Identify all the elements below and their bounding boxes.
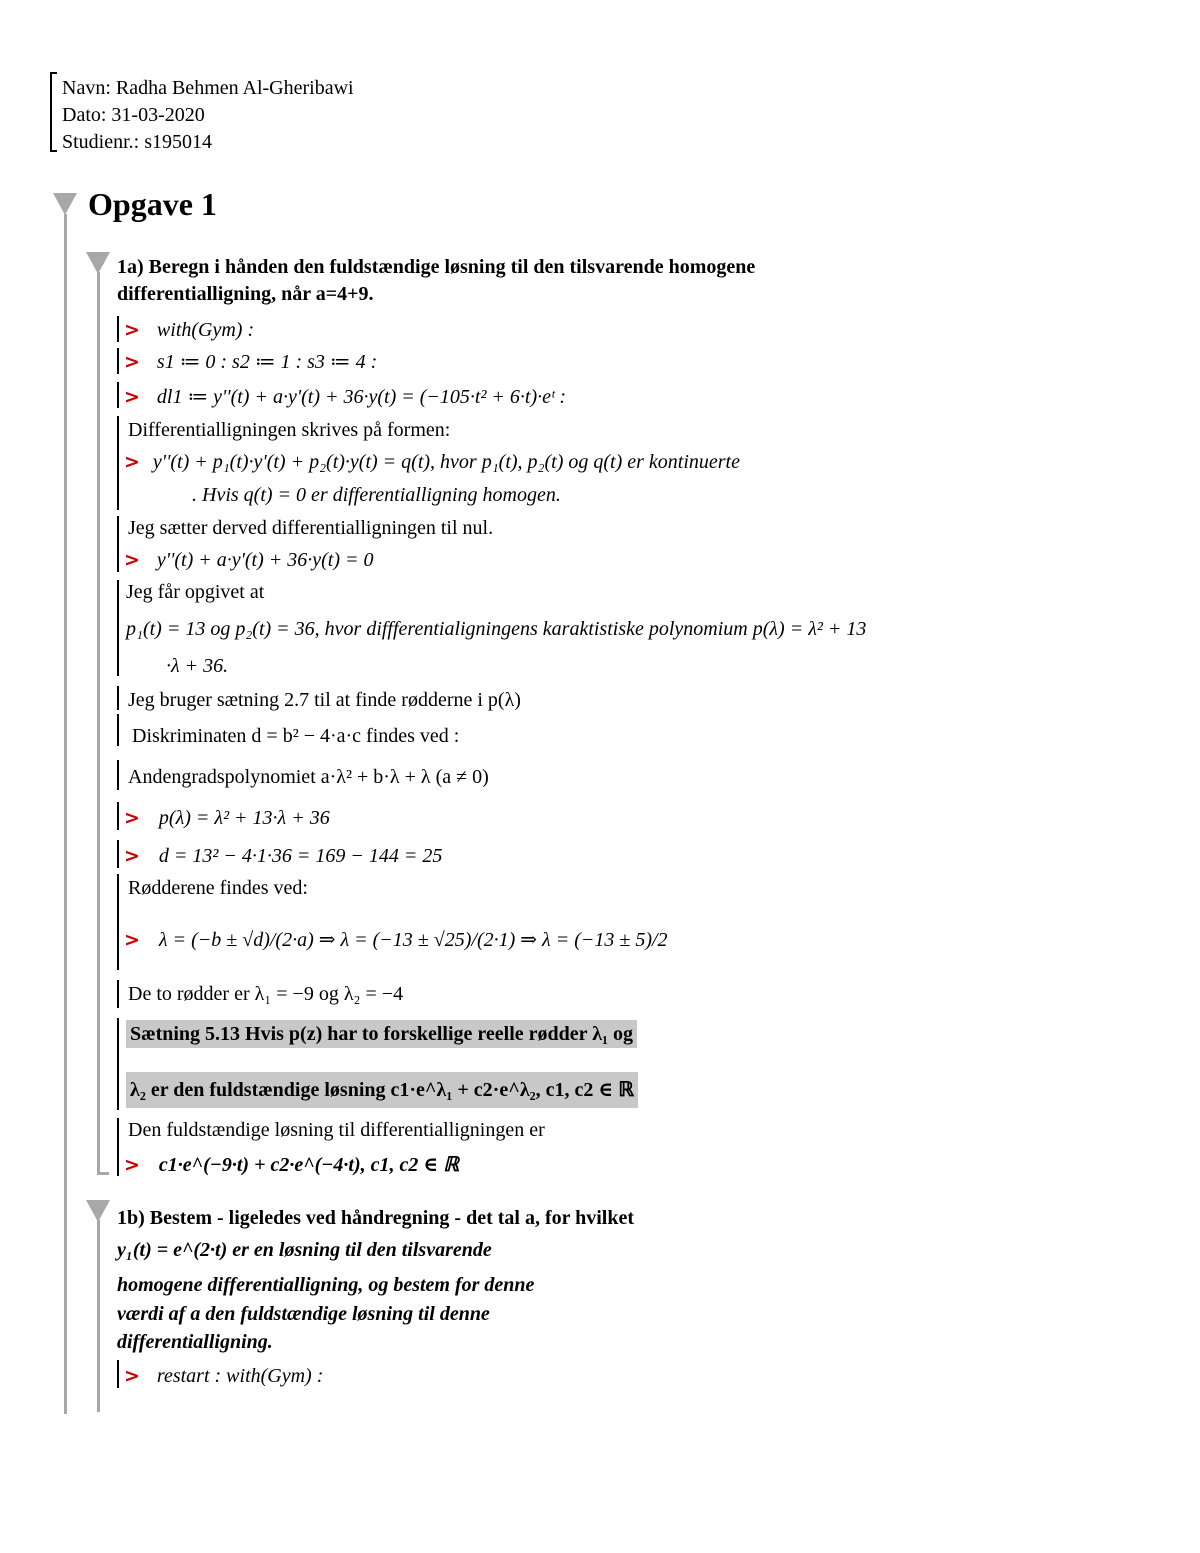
header-student: Studienr.: s195014 <box>62 131 213 153</box>
group-bracket <box>117 416 119 510</box>
cmd-define-dl1: dl1 ≔ y''(t) + a·y'(t) + 36·y(t) = (−105·t² + 6·t)·eᵗ : <box>156 386 567 408</box>
group-bracket <box>117 980 119 1008</box>
task-b-line1: 1b) Bestem - ligeledes ved håndregning - det tal a, for hvilket <box>117 1207 635 1229</box>
text-roots-found: Rødderene findes ved: <box>128 877 308 899</box>
prompt-symbol: > <box>124 319 140 341</box>
input-line[interactable] <box>124 548 374 572</box>
text-theorem-27: Jeg bruger sætning 2.7 til at finde rødderne i p(λ) <box>128 689 521 711</box>
input-line[interactable] <box>124 1364 323 1388</box>
task-b-line2: y₁(t) = e^(2·t) er en løsning til den tilsvarende <box>117 1239 492 1261</box>
header-bracket-top <box>50 72 57 74</box>
group-bracket <box>117 840 119 868</box>
cmd-with-gym: with(Gym) : <box>156 319 255 341</box>
group-bracket <box>117 348 119 374</box>
group-bracket <box>117 316 119 342</box>
section-outline <box>64 214 67 1414</box>
task-a-title-line2: differentialligning, når a=4+9. <box>117 283 374 305</box>
group-bracket <box>117 686 119 710</box>
input-line[interactable] <box>124 928 668 952</box>
text-char-poly-cont: ·λ + 36. <box>166 655 229 677</box>
task-b-line4: værdi af a den fuldstændige løsning til denne <box>117 1303 490 1325</box>
header-name: Navn: Radha Behmen Al-Gheribawi <box>62 77 354 99</box>
highlight-theorem-line2: λ₂ er den fuldstændige løsning c1·e^λ₁ + c2·e^λ₂, c1, c2 ∈ ℝ <box>126 1072 638 1108</box>
group-bracket <box>117 382 119 408</box>
header-date: Dato: 31-03-2020 <box>62 104 205 126</box>
section-collapse-icon[interactable] <box>53 193 77 215</box>
section-title: Opgave 1 <box>88 186 217 222</box>
prompt-symbol: > <box>124 807 140 829</box>
task-b-collapse-icon[interactable] <box>86 1200 110 1222</box>
text-general-solution: Den fuldstændige løsning til differentialligningen er <box>128 1119 545 1141</box>
prompt-symbol: > <box>124 351 140 373</box>
group-bracket <box>117 760 119 790</box>
task-b-line5: differentialligning. <box>117 1331 273 1353</box>
cmd-homogeneous-eq: y''(t) + a·y'(t) + 36·y(t) = 0 <box>156 549 374 571</box>
task-a-title-line1: 1a) Beregn i hånden den fuldstændige løsning til den tilsvarende homogene <box>117 256 756 278</box>
group-bracket <box>117 1118 119 1176</box>
text-homogeneous-note: . Hvis q(t) = 0 er differentialligning homogen. <box>192 484 561 506</box>
input-line[interactable] <box>124 450 740 474</box>
cmd-restart: restart : with(Gym) : <box>156 1365 324 1387</box>
cmd-p-lambda: p(λ) = λ² + 13·λ + 36 <box>158 807 330 829</box>
group-bracket <box>117 516 119 572</box>
text-quadratic: Andengradspolynomiet a·λ² + b·λ + λ (a ≠ 0) <box>128 766 489 788</box>
prompt-symbol: > <box>124 845 140 867</box>
text-set-zero: Jeg sætter derved differentialligningen til nul. <box>128 517 494 539</box>
group-bracket <box>117 714 119 746</box>
input-line[interactable] <box>124 844 442 868</box>
task-a-outline-foot <box>97 1172 109 1175</box>
prompt-symbol: > <box>124 1154 140 1176</box>
cmd-quadratic-formula: λ = (−b ± √d)/(2·a) ⇒ λ = (−13 ± √25)/(2·1) ⇒ λ = (−13 ± 5)/2 <box>158 929 668 951</box>
group-bracket <box>117 1360 119 1388</box>
input-line[interactable] <box>124 1153 459 1177</box>
group-bracket <box>117 874 119 970</box>
cmd-solution: c1·e^(−9·t) + c2·e^(−4·t), c1, c2 ∈ ℝ <box>158 1154 460 1176</box>
prompt-symbol: > <box>124 386 140 408</box>
input-line[interactable] <box>124 318 254 342</box>
group-bracket <box>117 580 119 676</box>
task-b-outline <box>97 1220 100 1412</box>
text-form: Differentialligningen skrives på formen: <box>128 419 451 441</box>
cmd-d-value: d = 13² − 4·1·36 = 169 − 144 = 25 <box>158 845 443 867</box>
text-char-poly: p₁(t) = 13 og p₂(t) = 36, hvor diffferentialigningens karaktistiske polynomium p(λ) = λ² + 13 <box>126 618 867 640</box>
input-line[interactable] <box>124 350 377 374</box>
header-bracket <box>50 72 52 152</box>
text-discriminant: Diskriminaten d = b² − 4·a·c findes ved : <box>132 725 460 747</box>
text-given: Jeg får opgivet at <box>126 581 265 603</box>
cmd-general-form: y''(t) + p₁(t)·y'(t) + p₂(t)·y(t) = q(t), hvor p₁(t), p₂(t) og q(t) er kontinuerte <box>152 451 740 473</box>
group-bracket <box>117 802 119 830</box>
task-b-line3: homogene differentialligning, og bestem for denne <box>117 1274 535 1296</box>
text-two-roots: De to rødder er λ₁ = −9 og λ₂ = −4 <box>128 983 404 1005</box>
group-bracket <box>117 1018 119 1110</box>
input-line[interactable] <box>124 385 566 409</box>
prompt-symbol: > <box>124 451 140 473</box>
input-line[interactable] <box>124 806 330 830</box>
header-bracket-bottom <box>50 150 57 152</box>
prompt-symbol: > <box>124 549 140 571</box>
task-a-collapse-icon[interactable] <box>86 252 110 274</box>
prompt-symbol: > <box>124 929 140 951</box>
task-a-outline <box>97 272 100 1174</box>
highlight-theorem-line1: Sætning 5.13 Hvis p(z) har to forskellige reelle rødder λ₁ og <box>126 1020 637 1048</box>
cmd-assign-s: s1 ≔ 0 : s2 ≔ 1 : s3 ≔ 4 : <box>156 351 378 373</box>
prompt-symbol: > <box>124 1365 140 1387</box>
